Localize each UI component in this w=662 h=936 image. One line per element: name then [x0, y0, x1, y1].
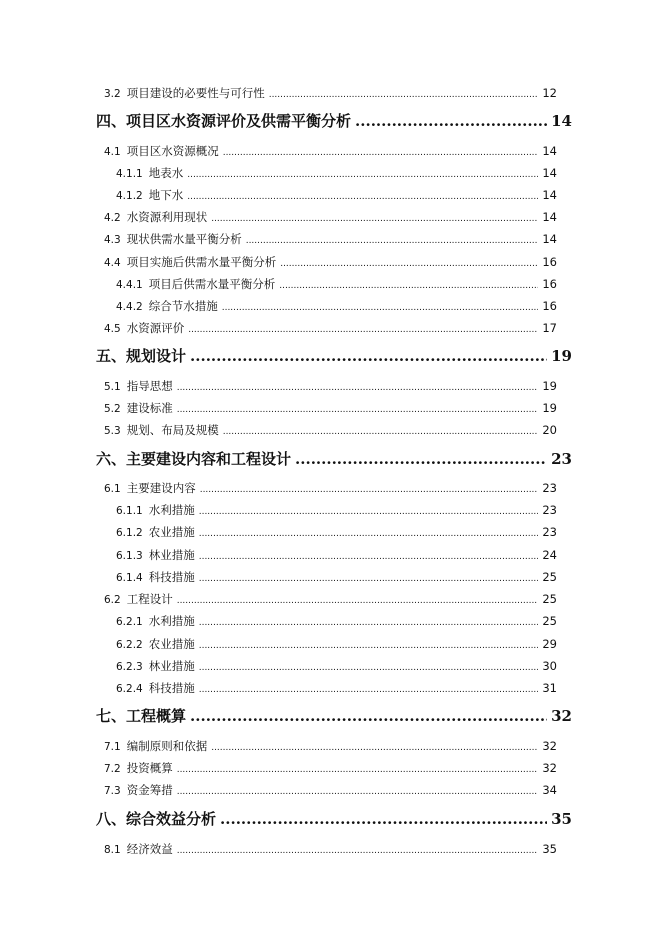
- toc-entry[interactable]: [104, 378, 557, 394]
- toc-title: 经济效益: [126, 842, 173, 856]
- toc-entry[interactable]: [104, 591, 557, 607]
- toc-title: 主要建设内容和工程设计: [126, 450, 292, 468]
- toc-page-number: 17: [542, 321, 557, 335]
- toc-number: 4.3: [104, 234, 121, 246]
- toc-leader: [199, 681, 539, 695]
- toc-page-number: 14: [542, 166, 557, 180]
- toc-title: 资金筹措: [126, 783, 173, 797]
- toc-page-number: 34: [542, 783, 557, 797]
- toc-page-number: 19: [542, 401, 557, 415]
- toc-number: 6.2.1: [116, 616, 143, 628]
- toc-subentry[interactable]: [116, 680, 557, 696]
- toc-leader: [177, 761, 539, 775]
- toc-chapter-entry[interactable]: [96, 345, 572, 366]
- toc-page-number: 20: [542, 423, 557, 437]
- toc-leader: [211, 210, 538, 224]
- toc-leader: [199, 659, 539, 673]
- toc-title: 水资源评价: [126, 321, 185, 335]
- toc-title: 林业措施: [148, 548, 195, 562]
- toc-entry[interactable]: [104, 422, 557, 438]
- toc-page-number: 24: [542, 548, 557, 562]
- toc-number: 6.1.2: [116, 527, 143, 539]
- toc-leader: [177, 379, 539, 393]
- toc-page-number: 14: [551, 112, 572, 130]
- toc-title: 水资源利用现状: [126, 210, 208, 224]
- toc-chapter-entry[interactable]: [96, 705, 572, 726]
- toc-subentry[interactable]: [116, 276, 557, 292]
- toc-subentry[interactable]: [116, 658, 557, 674]
- toc-leader: [199, 525, 539, 539]
- toc-title: 项目后供需水量平衡分析: [148, 277, 276, 291]
- toc-entry[interactable]: [104, 400, 557, 416]
- toc-number: 四、: [96, 112, 127, 130]
- toc-page-number: 14: [542, 144, 557, 158]
- toc-number: 6.1.3: [116, 550, 143, 562]
- toc-page-number: 32: [551, 707, 572, 725]
- toc-number: 6.1.4: [116, 572, 143, 584]
- toc-title: 地表水: [148, 166, 184, 180]
- toc-title: 林业措施: [148, 659, 195, 673]
- toc-number: 5.1: [104, 381, 121, 393]
- toc-title: 规划设计: [126, 347, 187, 365]
- toc-leader: [222, 299, 539, 313]
- toc-title: 工程概算: [126, 707, 187, 725]
- toc-page-number: 23: [542, 503, 557, 517]
- toc-entry[interactable]: [104, 85, 557, 101]
- toc-number: 4.4: [104, 257, 121, 269]
- toc-page-number: 25: [542, 592, 557, 606]
- toc-number: 6.2.3: [116, 661, 143, 673]
- toc-leader: [199, 548, 539, 562]
- toc-title: 项目区水资源评价及供需平衡分析: [126, 112, 352, 130]
- toc-number: 6.2.2: [116, 639, 143, 651]
- toc-page-number: 14: [542, 210, 557, 224]
- toc-page-number: 19: [551, 347, 572, 365]
- toc-page-number: 31: [542, 681, 557, 695]
- toc-number: 4.4.2: [116, 301, 143, 313]
- toc-subentry[interactable]: [116, 613, 557, 629]
- toc-subentry[interactable]: [116, 636, 557, 652]
- toc-page-number: 30: [542, 659, 557, 673]
- toc-subentry[interactable]: [116, 524, 557, 540]
- toc-page-number: 23: [542, 525, 557, 539]
- toc-title: 指导思想: [126, 379, 173, 393]
- toc-number: 6.2: [104, 594, 121, 606]
- toc-leader: [211, 739, 538, 753]
- toc-title: 水利措施: [148, 503, 195, 517]
- toc-leader: [295, 450, 547, 468]
- toc-entry[interactable]: [104, 254, 557, 270]
- toc-leader: [199, 614, 539, 628]
- toc-page-number: 12: [542, 86, 557, 100]
- toc-leader: [177, 842, 539, 856]
- toc-title: 综合效益分析: [126, 810, 217, 828]
- toc-entry[interactable]: [104, 782, 557, 798]
- toc-number: 五、: [96, 347, 127, 365]
- toc-number: 4.1: [104, 146, 121, 158]
- toc-title: 工程设计: [126, 592, 173, 606]
- toc-leader: [220, 810, 547, 828]
- toc-number: 6.1: [104, 483, 121, 495]
- toc-page-number: 29: [542, 637, 557, 651]
- toc-leader: [188, 321, 538, 335]
- toc-page-number: 25: [542, 614, 557, 628]
- toc-leader: [355, 112, 547, 130]
- toc-number: 4.2: [104, 212, 121, 224]
- toc-leader: [199, 503, 539, 517]
- toc-page-number: 25: [542, 570, 557, 584]
- toc-page-number: 14: [542, 232, 557, 246]
- toc-number: 6.2.4: [116, 683, 143, 695]
- toc-page-number: 16: [542, 277, 557, 291]
- toc-title: 农业措施: [148, 525, 195, 539]
- toc-subentry[interactable]: [116, 165, 557, 181]
- toc-leader: [223, 144, 539, 158]
- toc-number: 7.1: [104, 741, 121, 753]
- toc-leader: [187, 188, 538, 202]
- toc-leader: [269, 86, 539, 100]
- toc-number: 4.1.2: [116, 190, 143, 202]
- toc-leader: [190, 707, 547, 725]
- toc-number: 4.5: [104, 323, 121, 335]
- toc-number: 6.1.1: [116, 505, 143, 517]
- toc-leader: [199, 570, 539, 584]
- toc-number: 六、: [96, 450, 127, 468]
- toc-title: 现状供需水量平衡分析: [126, 232, 242, 246]
- toc-title: 科技措施: [148, 681, 195, 695]
- toc-entry[interactable]: [104, 143, 557, 159]
- toc-page-number: 23: [542, 481, 557, 495]
- toc-entry[interactable]: [104, 841, 557, 857]
- toc-number: 4.4.1: [116, 279, 143, 291]
- toc-title: 建设标准: [126, 401, 173, 415]
- toc-number: 八、: [96, 810, 127, 828]
- toc-leader: [187, 166, 538, 180]
- toc-page-number: 14: [542, 188, 557, 202]
- toc-entry[interactable]: [104, 320, 557, 336]
- toc-leader: [177, 592, 539, 606]
- toc-leader: [199, 637, 539, 651]
- toc-number: 8.1: [104, 844, 121, 856]
- toc-entry[interactable]: [104, 760, 557, 776]
- toc-subentry[interactable]: [116, 298, 557, 314]
- toc-leader: [190, 347, 547, 365]
- toc-leader: [177, 783, 539, 797]
- toc-subentry[interactable]: [116, 569, 557, 585]
- toc-title: 农业措施: [148, 637, 195, 651]
- toc-subentry[interactable]: [116, 547, 557, 563]
- toc-number: 5.2: [104, 403, 121, 415]
- toc-page-number: 32: [542, 739, 557, 753]
- toc-number: 5.3: [104, 425, 121, 437]
- toc-leader: [280, 255, 538, 269]
- toc-number: 七、: [96, 707, 127, 725]
- toc-entry[interactable]: [104, 480, 557, 496]
- toc-number: 7.3: [104, 785, 121, 797]
- toc-page-number: 16: [542, 299, 557, 313]
- toc-chapter-entry[interactable]: [96, 448, 572, 469]
- toc-number: 4.1.1: [116, 168, 143, 180]
- toc-title: 科技措施: [148, 570, 195, 584]
- toc-page-number: 32: [542, 761, 557, 775]
- toc-entry[interactable]: [104, 209, 557, 225]
- toc-title: 项目建设的必要性与可行性: [126, 86, 265, 100]
- toc-number: 3.2: [104, 88, 121, 100]
- toc-page-number: 35: [551, 810, 572, 828]
- toc-title: 地下水: [148, 188, 184, 202]
- toc-page-number: 19: [542, 379, 557, 393]
- toc-leader: [200, 481, 539, 495]
- toc-title: 规划、布局及规模: [126, 423, 219, 437]
- toc-title: 项目区水资源概况: [126, 144, 219, 158]
- toc-leader: [246, 232, 539, 246]
- toc-title: 水利措施: [148, 614, 195, 628]
- toc-title: 编制原则和依据: [126, 739, 208, 753]
- toc-page-number: 16: [542, 255, 557, 269]
- toc-page-number: 23: [551, 450, 572, 468]
- toc-leader: [223, 423, 539, 437]
- toc-page-number: 35: [542, 842, 557, 856]
- toc-leader: [177, 401, 539, 415]
- toc-leader: [279, 277, 538, 291]
- toc-title: 综合节水措施: [148, 299, 218, 313]
- toc-number: 7.2: [104, 763, 121, 775]
- toc-chapter-entry[interactable]: [96, 808, 572, 829]
- toc-entry[interactable]: [104, 738, 557, 754]
- toc-title: 主要建设内容: [126, 481, 196, 495]
- toc-subentry[interactable]: [116, 502, 557, 518]
- toc-chapter-entry[interactable]: [96, 110, 572, 131]
- toc-title: 投资概算: [126, 761, 173, 775]
- toc-subentry[interactable]: [116, 187, 557, 203]
- toc-title: 项目实施后供需水量平衡分析: [126, 255, 277, 269]
- toc-entry[interactable]: [104, 231, 557, 247]
